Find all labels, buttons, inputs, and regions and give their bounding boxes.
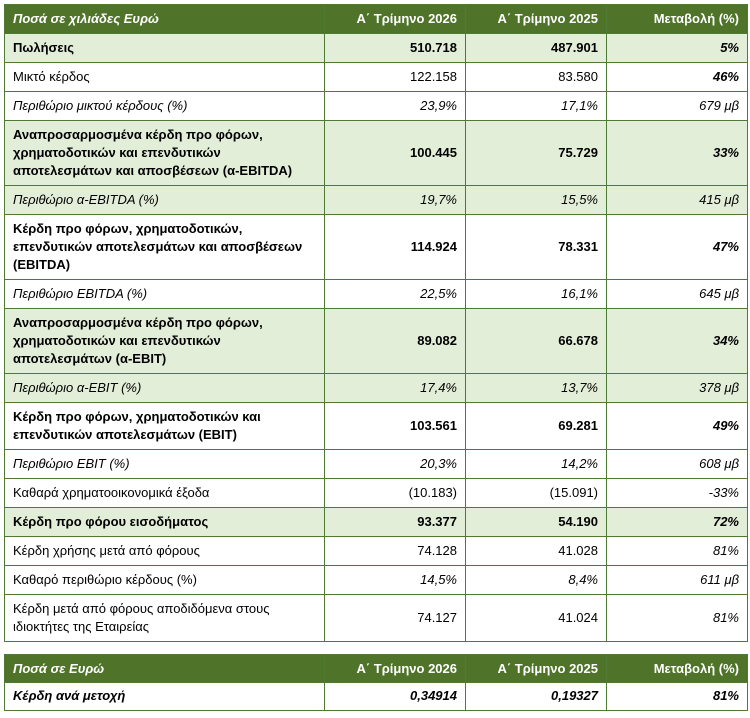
row-label: Καθαρά χρηματοοικονομικά έξοδα — [5, 479, 325, 508]
value-change: 415 μβ — [607, 186, 748, 215]
value-q1-2026: 122.158 — [325, 63, 466, 92]
value-q1-2025: 14,2% — [466, 450, 607, 479]
value-q1-2025: 487.901 — [466, 34, 607, 63]
header-amounts-label: Ποσά σε Ευρώ — [5, 655, 325, 683]
value-change: 611 μβ — [607, 566, 748, 595]
row-label: Κέρδη προ φόρων, χρηματοδοτικών και επενδυτικών αποτελεσμάτων (EBIT) — [5, 403, 325, 450]
table-header-row — [5, 655, 748, 683]
value-q1-2026: 89.082 — [325, 309, 466, 374]
header-q1-2026: Α΄ Τρίμηνο 2026 — [325, 655, 466, 683]
header-change: Μεταβολή (%) — [607, 5, 748, 34]
value-q1-2026: 114.924 — [325, 215, 466, 280]
value-q1-2025: 15,5% — [466, 186, 607, 215]
value-q1-2025: 41.024 — [466, 595, 607, 642]
row-label: Περιθώριο μικτού κέρδους (%) — [5, 92, 325, 121]
value-q1-2026: 74.128 — [325, 537, 466, 566]
value-change: -33% — [607, 479, 748, 508]
row-label: Περιθώριο α-EBIT (%) — [5, 374, 325, 403]
table-row — [5, 683, 748, 711]
row-label: Καθαρό περιθώριο κέρδους (%) — [5, 566, 325, 595]
value-q1-2026: 14,5% — [325, 566, 466, 595]
value-q1-2026: 100.445 — [325, 121, 466, 186]
row-label: Κέρδη ανά μετοχή — [5, 683, 325, 711]
table-row — [5, 186, 748, 215]
value-q1-2025: 13,7% — [466, 374, 607, 403]
row-label: Κέρδη μετά από φόρους αποδιδόμενα στους ιδιοκτήτες της Εταιρείας — [5, 595, 325, 642]
value-change: 81% — [607, 537, 748, 566]
row-label: Περιθώριο EBIT (%) — [5, 450, 325, 479]
row-label: Κέρδη προ φόρου εισοδήματος — [5, 508, 325, 537]
value-change: 81% — [607, 683, 748, 711]
row-label: Αναπροσαρμοσμένα κέρδη προ φόρων, χρηματοδοτικών και επενδυτικών αποτελεσμάτων και αποσβέσεων (α-EBITDA) — [5, 121, 325, 186]
table-row — [5, 595, 748, 642]
value-q1-2025: 75.729 — [466, 121, 607, 186]
value-change: 378 μβ — [607, 374, 748, 403]
value-change: 645 μβ — [607, 280, 748, 309]
value-change: 46% — [607, 63, 748, 92]
table-row — [5, 566, 748, 595]
value-change: 47% — [607, 215, 748, 280]
financial-results-table — [4, 4, 748, 642]
value-q1-2026: 23,9% — [325, 92, 466, 121]
table-header-row — [5, 5, 748, 34]
row-label: Κέρδη προ φόρων, χρηματοδοτικών, επενδυτικών αποτελεσμάτων και αποσβέσεων (EBITDA) — [5, 215, 325, 280]
value-q1-2025: 0,19327 — [466, 683, 607, 711]
table-row — [5, 215, 748, 280]
table-row — [5, 450, 748, 479]
row-label: Πωλήσεις — [5, 34, 325, 63]
value-q1-2025: 54.190 — [466, 508, 607, 537]
value-q1-2025: 17,1% — [466, 92, 607, 121]
value-q1-2026: 510.718 — [325, 34, 466, 63]
value-q1-2025: 83.580 — [466, 63, 607, 92]
row-label: Αναπροσαρμοσμένα κέρδη προ φόρων, χρηματοδοτικών και επενδυτικών αποτελεσμάτων (α-EBIT) — [5, 309, 325, 374]
value-q1-2026: 19,7% — [325, 186, 466, 215]
value-q1-2026: 17,4% — [325, 374, 466, 403]
table-row — [5, 121, 748, 186]
header-amounts-label: Ποσά σε χιλιάδες Ευρώ — [5, 5, 325, 34]
row-label: Μικτό κέρδος — [5, 63, 325, 92]
header-q1-2026: Α΄ Τρίμηνο 2026 — [325, 5, 466, 34]
value-q1-2026: 20,3% — [325, 450, 466, 479]
value-q1-2026: 93.377 — [325, 508, 466, 537]
value-q1-2025: 66.678 — [466, 309, 607, 374]
row-label: Περιθώριο α-EBITDA (%) — [5, 186, 325, 215]
value-q1-2025: 8,4% — [466, 566, 607, 595]
value-q1-2025: 41.028 — [466, 537, 607, 566]
table-row — [5, 309, 748, 374]
value-q1-2026: 74.127 — [325, 595, 466, 642]
header-q1-2025: Α΄ Τρίμηνο 2025 — [466, 655, 607, 683]
header-change: Μεταβολή (%) — [607, 655, 748, 683]
value-q1-2026: 103.561 — [325, 403, 466, 450]
value-change: 81% — [607, 595, 748, 642]
value-q1-2025: 16,1% — [466, 280, 607, 309]
table-row — [5, 280, 748, 309]
earnings-per-share-table — [4, 654, 748, 711]
table-row — [5, 92, 748, 121]
value-q1-2025: 69.281 — [466, 403, 607, 450]
value-q1-2025: 78.331 — [466, 215, 607, 280]
row-label: Περιθώριο EBITDA (%) — [5, 280, 325, 309]
table-row — [5, 34, 748, 63]
row-label: Κέρδη χρήσης μετά από φόρους — [5, 537, 325, 566]
table-row — [5, 374, 748, 403]
value-q1-2026: 22,5% — [325, 280, 466, 309]
value-change: 34% — [607, 309, 748, 374]
table-row — [5, 479, 748, 508]
header-q1-2025: Α΄ Τρίμηνο 2025 — [466, 5, 607, 34]
value-change: 679 μβ — [607, 92, 748, 121]
value-change: 33% — [607, 121, 748, 186]
table-row — [5, 63, 748, 92]
value-change: 5% — [607, 34, 748, 63]
value-q1-2026: 0,34914 — [325, 683, 466, 711]
value-change: 49% — [607, 403, 748, 450]
value-q1-2026: (10.183) — [325, 479, 466, 508]
table-row — [5, 403, 748, 450]
value-change: 608 μβ — [607, 450, 748, 479]
table-row — [5, 508, 748, 537]
table-row — [5, 537, 748, 566]
value-change: 72% — [607, 508, 748, 537]
value-q1-2025: (15.091) — [466, 479, 607, 508]
